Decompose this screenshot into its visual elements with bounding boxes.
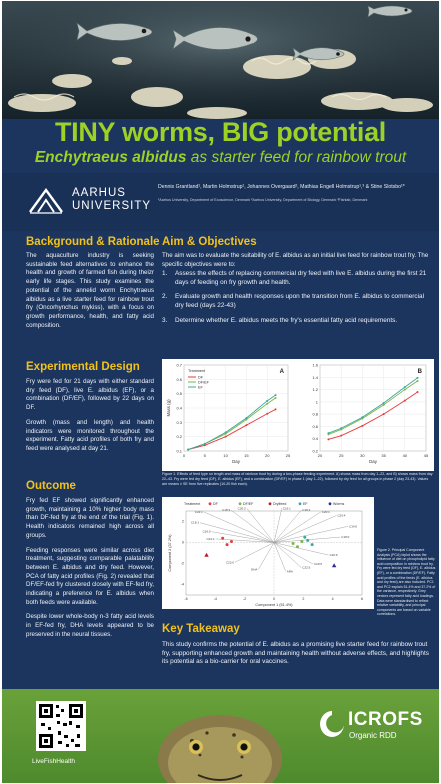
y-tick-label: 1 bbox=[315, 399, 318, 405]
legend-swatch bbox=[239, 502, 242, 505]
data-point bbox=[327, 432, 329, 434]
x-tick-label: 30 bbox=[360, 453, 365, 458]
data-point bbox=[204, 443, 206, 445]
figure-1-caption: Figure 1. Effects of feed type on length and mass of rainbow trout fry during a two-phase feeding experiment. A) shows mass from day 1–22, and B) shows mass from day 22–43. Fry were fed dry feed (DF), E. albidus (EF), and a combination (DF/EF) in phase 1 (day 1–22), followed by dry feed for all groups in phase 2 (day 23-43). Values are means ± SE from five replicates (10-20 fish each). bbox=[162, 472, 433, 486]
legend-label: EF bbox=[303, 502, 308, 506]
x-tick-label: 0 bbox=[273, 597, 275, 601]
aim-intro: The aim was to evaluate the suitability of E. albidus as an initial live feed for rainbow trout fry. The specific objectives were to: bbox=[162, 252, 429, 268]
background-paragraph: The aquaculture industry is seeking sustainable feed alternatives to enhance the health and growth of farmed fish during theizr early life stages. This study examines the potential of the annelid worm Enchytraeus albidus as a live starter feed for rainbow trout fry (Oncorhynchus mykiss), with a focus on growth performance, health, and fatty acid composition. bbox=[26, 252, 154, 329]
outcome-text bbox=[26, 497, 154, 646]
outcome-paragraph-3: Despite lower whole-body n-3 fatty acid levels in EF-fed fry, DHA levels appeared to be preserved in the neural tissues. bbox=[26, 613, 154, 638]
data-point bbox=[383, 402, 385, 404]
y-tick-label: 0.1 bbox=[176, 448, 182, 454]
vector-label: C20:5 bbox=[314, 562, 323, 567]
data-point bbox=[296, 545, 299, 548]
data-point bbox=[311, 543, 314, 546]
panel-label: A bbox=[279, 369, 284, 375]
data-point bbox=[404, 389, 406, 391]
data-point bbox=[340, 427, 342, 429]
org-line2: UNIVERSITY bbox=[72, 200, 152, 212]
data-point bbox=[275, 397, 277, 399]
y-axis-label: Mass (g) bbox=[166, 399, 171, 417]
legend-label: EF bbox=[198, 385, 203, 390]
qr-label: LiveFishHealth bbox=[32, 758, 75, 765]
x-tick-label: 10 bbox=[223, 453, 228, 458]
vector-label: C22:1 bbox=[194, 509, 203, 514]
background-heading: Background & Rationale bbox=[26, 236, 160, 248]
poster-title: TINY worms, BIG potential bbox=[54, 117, 387, 147]
data-point bbox=[187, 449, 189, 451]
objective-number: 2. bbox=[162, 293, 168, 301]
takeaway-heading: Key Takeaway bbox=[162, 623, 240, 635]
outcome-paragraph-1: Fry fed EF showed significantly enhanced growth, maintaining a 10% higher body mass than DF-fed fry at the end of the trial (Fig. 1). Health indicators remained high across all groups. bbox=[26, 497, 154, 539]
legend-swatch bbox=[329, 502, 332, 505]
data-point bbox=[383, 404, 385, 406]
subtitle-species: Enchytraeus albidus bbox=[34, 149, 187, 166]
x-tick-label: 45 bbox=[423, 453, 429, 458]
figure-2-caption: Figure 2. Principal Component Analysis (PCA) biplot shows the influence of diet on phospholipid fatty acid composition in rainbow trout fry. Fry were fed dry feed (DF), E. albidus (EF), or a combination (DF/EF). Fatty acid profiles of the feeds (E. albidus and dry feed) are also included. PC1 and PC2 explain 51.4% and 37.2% of the variance, respectively. Grey vectors represent fatty acid loadings. Data were standardised to reflect relative variability, and principal components are based on variable correlations. bbox=[377, 548, 436, 617]
data-point bbox=[266, 413, 268, 415]
design-paragraph-2: Growth (mass and length) and health indicators were monitored throughout the experiment. Fatty acid profiles of both fry and feed were analysed at day 21. bbox=[26, 418, 154, 452]
vector-label: ARA bbox=[286, 569, 293, 574]
data-point bbox=[404, 386, 406, 388]
org-line1: AARHUS bbox=[72, 187, 126, 199]
takeaway-text: This study confirms the potential of E. albidus as a promising live starter feed for rainbow trout fry, supporting enhanced growth and maintaining health without adverse effects, and highlights its potential as a bio-carrier for oral vaccines. bbox=[162, 641, 429, 666]
objective-item bbox=[162, 270, 434, 287]
y-tick-label: 0.6 bbox=[312, 423, 318, 429]
hero-photo-worms-and-fry bbox=[2, 1, 439, 119]
background-text bbox=[26, 252, 154, 336]
data-point bbox=[225, 431, 227, 433]
vector-label: C22:6 bbox=[329, 553, 338, 558]
legend-label: DF bbox=[213, 502, 218, 506]
objective-number: 3. bbox=[162, 316, 168, 324]
data-point bbox=[245, 417, 247, 419]
vector-label: C20:1 bbox=[321, 509, 330, 514]
y-tick-label: 1.4 bbox=[312, 374, 318, 380]
aarhus-seal-icon bbox=[28, 186, 64, 216]
legend-label: DF/EF bbox=[198, 380, 209, 385]
vector-label: C20:2 bbox=[237, 506, 246, 511]
data-point bbox=[275, 394, 277, 396]
qr-code-icon bbox=[36, 701, 86, 751]
vector-label: C16:1 bbox=[282, 506, 291, 511]
figure-2-svg bbox=[162, 497, 374, 609]
legend-label: Worms bbox=[333, 502, 345, 506]
data-point bbox=[417, 391, 419, 393]
y-tick-label: -4 bbox=[180, 582, 184, 587]
data-point bbox=[275, 408, 277, 410]
panel-label: B bbox=[417, 369, 422, 375]
y-tick-label: 1.6 bbox=[312, 362, 318, 368]
data-point bbox=[226, 543, 229, 546]
data-point bbox=[361, 416, 363, 418]
data-point bbox=[327, 438, 329, 440]
design-heading: Experimental Design bbox=[26, 361, 140, 373]
plot-area bbox=[320, 365, 426, 451]
x-tick-label: 35 bbox=[381, 453, 386, 458]
data-point bbox=[417, 377, 419, 379]
poster-subtitle bbox=[2, 149, 439, 167]
data-point bbox=[417, 380, 419, 382]
x-tick-label: 4 bbox=[331, 597, 334, 601]
vector-label: C16:0 bbox=[202, 529, 211, 534]
y-tick-label: 0.4 bbox=[312, 436, 318, 442]
x-tick-label: 0 bbox=[182, 453, 186, 458]
data-point bbox=[383, 413, 385, 415]
figure-2-pca-biplot bbox=[162, 497, 374, 609]
objective-item bbox=[162, 293, 434, 310]
icrofs-subtitle: Organic RDD bbox=[349, 731, 397, 740]
y-tick-label: 0.2 bbox=[176, 434, 182, 440]
affiliations: ¹Aarhus University, Department of Ecoscience, Denmark ²Aarhus University, Department of Biology, Denmark ³Fishlab, Denmark bbox=[158, 198, 368, 202]
legend-swatch bbox=[269, 502, 272, 505]
y-tick-label: 0.5 bbox=[176, 391, 182, 397]
data-point bbox=[266, 403, 268, 405]
vector-label: C18:3 bbox=[222, 508, 231, 513]
data-point bbox=[225, 436, 227, 438]
y-tick-label: 0.3 bbox=[176, 419, 182, 425]
data-point bbox=[306, 539, 309, 542]
figure-1-svg bbox=[162, 359, 434, 471]
legend-title: Treatment bbox=[188, 369, 206, 373]
org-name bbox=[72, 187, 151, 213]
legend-swatch bbox=[299, 502, 302, 505]
x-tick-label: 40 bbox=[402, 453, 408, 458]
x-tick-label: -6 bbox=[184, 597, 188, 601]
subtitle-rest: as starter feed for rainbow trout bbox=[190, 149, 407, 166]
vector-label: C24:1 bbox=[206, 536, 215, 541]
legend-title: Treatment bbox=[184, 502, 201, 506]
vector-label: DHA bbox=[251, 567, 258, 572]
data-point bbox=[221, 537, 224, 540]
objective-text: Evaluate growth and health responses upon the transition from E. albidus to commercial dry feed (days 22-43) bbox=[175, 293, 425, 310]
vector-label: C18:2 bbox=[302, 508, 311, 513]
legend-swatch bbox=[209, 502, 212, 505]
legend-label: DF bbox=[198, 375, 204, 380]
x-tick-label: 20 bbox=[264, 453, 270, 458]
vector-label: C20:4 bbox=[337, 513, 346, 518]
poster bbox=[2, 1, 439, 783]
x-tick-label: 20 bbox=[317, 453, 323, 458]
x-axis-label: Day bbox=[369, 459, 377, 464]
y-tick-label: -2 bbox=[180, 561, 184, 566]
y-tick-label: 1.2 bbox=[312, 387, 318, 393]
data-point bbox=[404, 400, 406, 402]
x-tick-label: 5 bbox=[203, 453, 206, 458]
aim-heading: Aim & Objectives bbox=[162, 236, 257, 248]
icrofs-leaf-icon bbox=[318, 709, 346, 739]
y-tick-label: 0.6 bbox=[176, 376, 182, 382]
vector-label: C14:0 bbox=[349, 524, 358, 529]
author-list: Dennis Grantland¹, Martin Holmstrup¹, Johannes Overgaard², Mathias Engell Holmstrup¹,³ & Stine Slotsbo¹* bbox=[158, 184, 405, 190]
y-tick-label: 2 bbox=[182, 519, 184, 524]
figure-1-growth-charts bbox=[162, 359, 434, 471]
x-axis-label: Day bbox=[232, 459, 240, 464]
aarhus-university-logo bbox=[28, 183, 152, 219]
vector-label: C18:1 bbox=[190, 520, 199, 525]
outcome-heading: Outcome bbox=[26, 480, 76, 492]
vector-label: C22:5 bbox=[302, 565, 311, 570]
x-tick-label: -2 bbox=[243, 597, 247, 601]
x-tick-label: 25 bbox=[338, 453, 344, 458]
objective-number: 1. bbox=[162, 270, 168, 277]
y-tick-label: 0.2 bbox=[312, 448, 318, 454]
y-axis-label: Component 2 (37.2%) bbox=[168, 534, 172, 572]
data-point bbox=[303, 536, 306, 539]
x-tick-label: -4 bbox=[213, 597, 217, 601]
icrofs-logo bbox=[318, 709, 428, 749]
x-tick-label: 6 bbox=[361, 597, 363, 601]
hero-illustration bbox=[2, 1, 439, 119]
y-tick-label: 0.4 bbox=[176, 405, 182, 411]
legend-label: Drylfeed bbox=[273, 502, 287, 506]
data-point bbox=[300, 540, 303, 543]
x-tick-label: 15 bbox=[244, 453, 249, 458]
design-paragraph-1: Fry were fed for 21 days with either standard dry feed (DF), live E. albidus (EF), or a combination (DF/EF), followed by 22 days on DF. bbox=[26, 378, 154, 412]
y-tick-label: 0.7 bbox=[176, 362, 182, 368]
qr-code[interactable] bbox=[36, 701, 86, 751]
vector-label: C18:0 bbox=[341, 535, 350, 540]
x-axis-label: Component 1 (51.4%) bbox=[255, 603, 293, 607]
data-point bbox=[340, 435, 342, 437]
data-point bbox=[245, 424, 247, 426]
objective-item bbox=[162, 317, 434, 326]
x-tick-label: 2 bbox=[302, 597, 305, 601]
legend-label: DF/EF bbox=[243, 502, 254, 506]
design-text bbox=[26, 378, 154, 460]
objective-text: Assess the effects of replacing commercial dry feed with live E. albidus during the first 21 days of feeding on fry growth and health. bbox=[175, 270, 427, 286]
y-tick-label: 0 bbox=[182, 540, 184, 545]
outcome-paragraph-2: Feeding responses were similar across diet treatment, suggesting comparable palatability between E. albidus and dry feed. However, PCA of fatty acid profiles (Fig. 2) revealed that DF/EF-fed fry clustered closely with EF-fed fry, indicating a preference for E. albidus when both feeds were available. bbox=[26, 546, 154, 606]
icrofs-name: ICROFS bbox=[348, 709, 423, 730]
objectives-list bbox=[162, 270, 434, 332]
data-point bbox=[361, 425, 363, 427]
data-point bbox=[292, 542, 295, 545]
data-point bbox=[230, 540, 233, 543]
x-tick-label: 25 bbox=[285, 453, 291, 458]
vector-label: C22:0 bbox=[225, 560, 234, 565]
data-point bbox=[266, 400, 268, 402]
objective-text: Determine whether E. albidus meets the fry's essential fatty acid requirements. bbox=[175, 316, 398, 324]
y-tick-label: 0.8 bbox=[312, 411, 318, 417]
